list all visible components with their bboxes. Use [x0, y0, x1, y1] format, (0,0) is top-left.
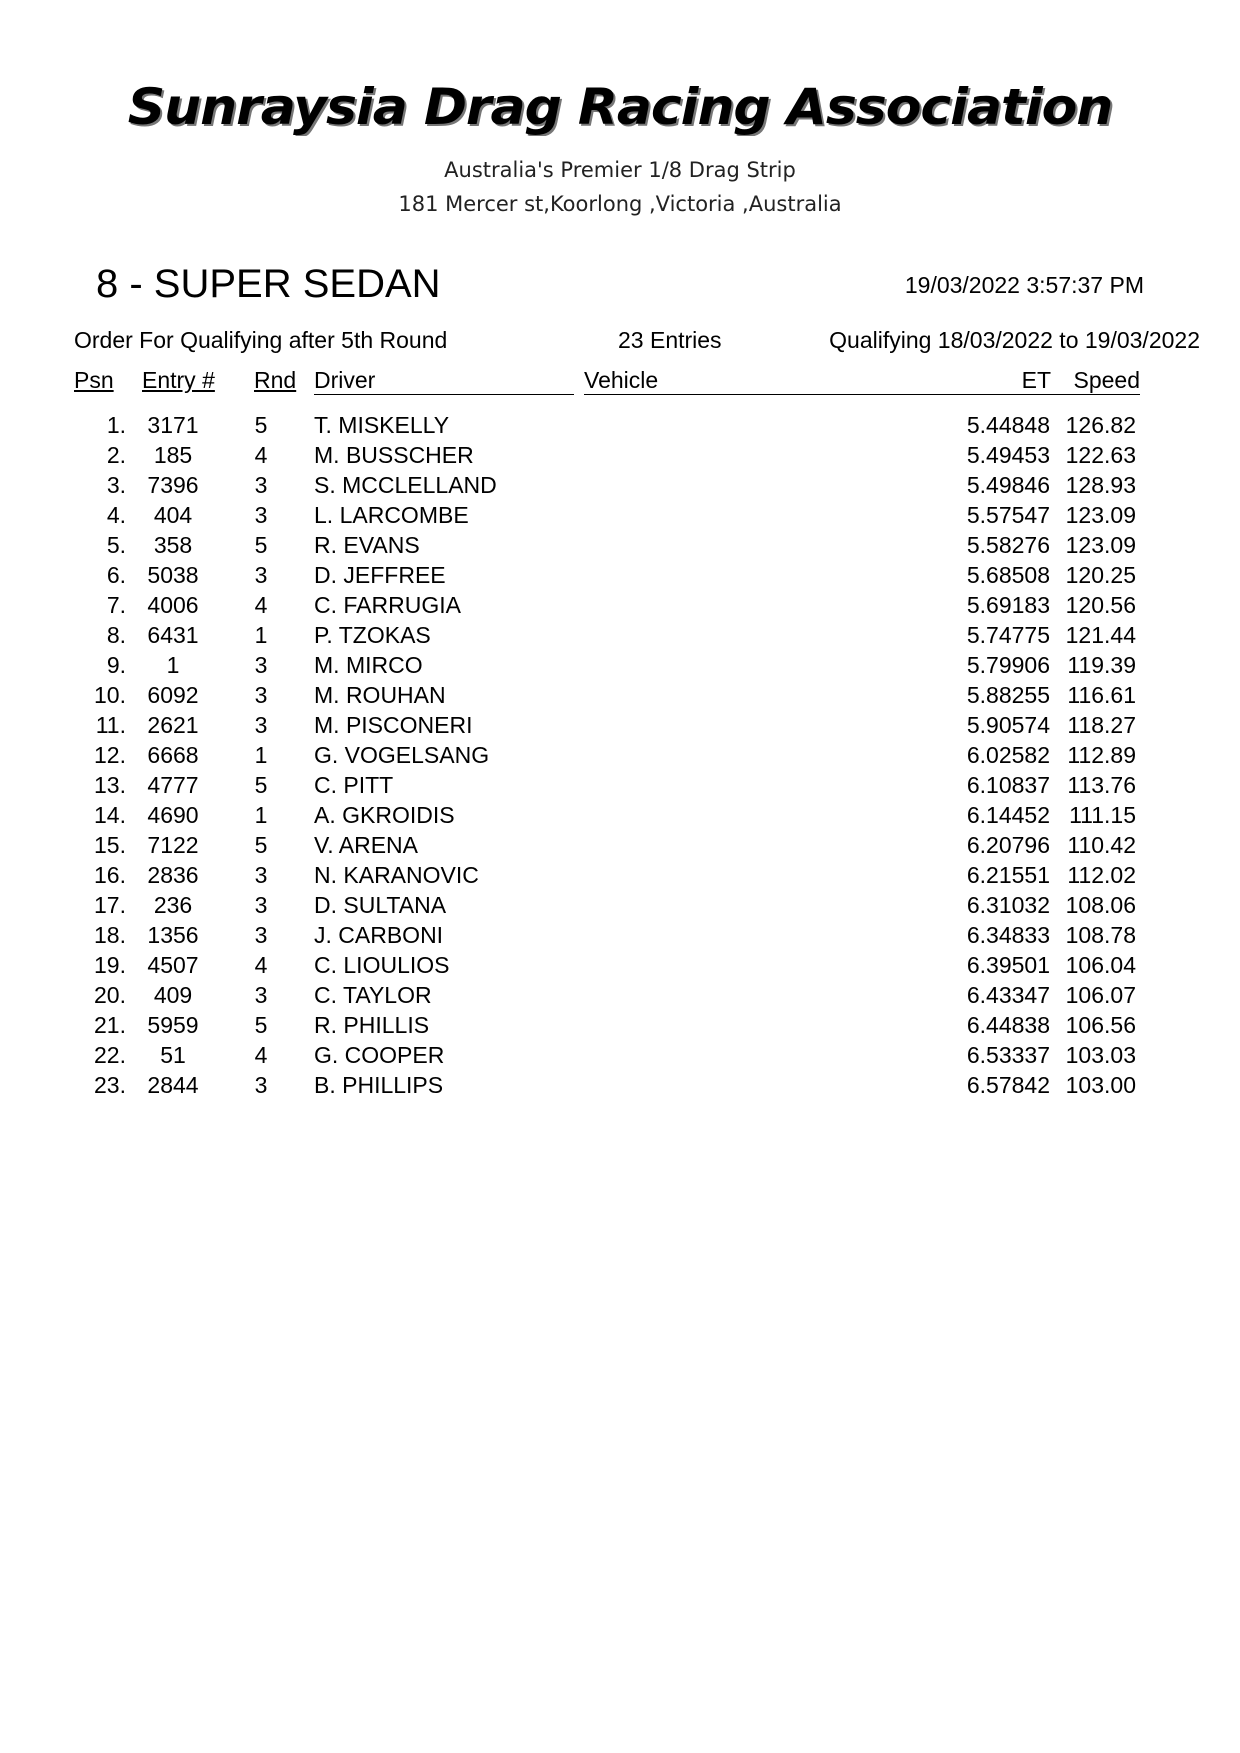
cell-speed: 103.03: [1065, 1042, 1136, 1068]
cell-position: 9.: [106, 652, 126, 678]
cell-round: 3: [254, 862, 268, 888]
cell-round: 5: [254, 772, 268, 798]
cell-et: 5.79906: [966, 652, 1050, 678]
table-row: [74, 1042, 1140, 1072]
table-row: [74, 742, 1140, 772]
cell-driver: M. BUSSCHER: [314, 442, 474, 468]
table-row: [74, 532, 1140, 562]
cell-speed: 110.42: [1067, 832, 1136, 858]
cell-et: 6.43347: [966, 982, 1050, 1008]
cell-driver: S. MCCLELLAND: [314, 472, 497, 498]
cell-entry-number: 6092: [147, 682, 199, 708]
cell-round: 4: [254, 592, 268, 618]
cell-round: 5: [254, 1012, 268, 1038]
cell-round: 5: [254, 832, 268, 858]
table-row: [74, 622, 1140, 652]
cell-speed: 113.76: [1067, 772, 1136, 798]
cell-speed: 118.27: [1067, 712, 1136, 738]
cell-entry-number: 236: [153, 892, 193, 918]
cell-et: 6.02582: [966, 742, 1050, 768]
cell-entry-number: 5959: [147, 1012, 199, 1038]
cell-position: 4.: [106, 502, 126, 528]
cell-speed: 123.09: [1065, 502, 1136, 528]
column-header-psn: Psn: [74, 367, 114, 393]
cell-driver: C. TAYLOR: [314, 982, 432, 1008]
cell-position: 23.: [94, 1072, 126, 1098]
cell-et: 6.31032: [966, 892, 1050, 918]
cell-round: 3: [254, 652, 268, 678]
cell-round: 3: [254, 712, 268, 738]
cell-position: 17.: [94, 892, 126, 918]
cell-position: 10.: [94, 682, 126, 708]
cell-driver: T. MISKELLY: [314, 412, 450, 438]
cell-position: 19.: [94, 952, 126, 978]
cell-speed: 119.39: [1067, 652, 1136, 678]
order-label: Order For Qualifying after 5th Round: [74, 327, 448, 353]
table-row: [74, 652, 1140, 682]
cell-entry-number: 3171: [147, 412, 199, 438]
cell-et: 5.58276: [966, 532, 1050, 558]
cell-driver: P. TZOKAS: [314, 622, 431, 648]
org-tagline: Australia's Premier 1/8 Drag Strip: [444, 158, 796, 182]
table-row: [74, 772, 1140, 802]
cell-speed: 108.06: [1065, 892, 1136, 918]
cell-entry-number: 1: [166, 652, 180, 678]
cell-et: 6.21551: [966, 862, 1050, 888]
cell-round: 3: [254, 502, 268, 528]
cell-position: 12.: [94, 742, 126, 768]
cell-position: 3.: [106, 472, 126, 498]
cell-et: 5.88255: [966, 682, 1050, 708]
cell-speed: 103.00: [1065, 1072, 1136, 1098]
table-row: [74, 412, 1140, 442]
cell-position: 15.: [94, 832, 126, 858]
cell-round: 3: [254, 922, 268, 948]
cell-et: 5.90574: [966, 712, 1050, 738]
column-header-driver: Driver: [314, 367, 574, 395]
cell-et: 6.57842: [966, 1072, 1050, 1098]
cell-speed: 120.25: [1065, 562, 1136, 588]
cell-driver: L. LARCOMBE: [314, 502, 469, 528]
cell-speed: 111.15: [1069, 802, 1136, 828]
cell-et: 5.57547: [966, 502, 1050, 528]
cell-entry-number: 7122: [147, 832, 199, 858]
cell-entry-number: 358: [153, 532, 193, 558]
cell-entry-number: 4690: [147, 802, 199, 828]
table-row: [74, 1072, 1140, 1102]
table-row: [74, 682, 1140, 712]
cell-round: 5: [254, 532, 268, 558]
cell-round: 3: [254, 562, 268, 588]
table-row: [74, 832, 1140, 862]
table-row: [74, 712, 1140, 742]
table-row: [74, 1012, 1140, 1042]
table-row: [74, 922, 1140, 952]
results-table: [74, 412, 1140, 1102]
cell-round: 5: [254, 412, 268, 438]
cell-speed: 128.93: [1065, 472, 1136, 498]
cell-driver: R. EVANS: [314, 532, 420, 558]
qualifying-range: Qualifying 18/03/2022 to 19/03/2022: [829, 327, 1200, 353]
cell-round: 4: [254, 1042, 268, 1068]
column-header-speed: Speed: [1069, 367, 1140, 395]
cell-speed: 121.44: [1065, 622, 1136, 648]
cell-driver: C. PITT: [314, 772, 394, 798]
cell-speed: 120.56: [1065, 592, 1136, 618]
cell-entry-number: 404: [153, 502, 193, 528]
table-row: [74, 562, 1140, 592]
cell-position: 1.: [106, 412, 126, 438]
cell-round: 3: [254, 1072, 268, 1098]
table-row: [74, 472, 1140, 502]
table-row: [74, 952, 1140, 982]
cell-et: 5.49453: [966, 442, 1050, 468]
cell-et: 5.69183: [966, 592, 1050, 618]
cell-entry-number: 4006: [147, 592, 199, 618]
cell-position: 11.: [95, 712, 126, 738]
cell-entry-number: 2844: [147, 1072, 199, 1098]
cell-position: 2.: [106, 442, 126, 468]
cell-position: 18.: [94, 922, 126, 948]
cell-et: 5.68508: [966, 562, 1050, 588]
cell-entry-number: 2621: [147, 712, 199, 738]
column-header-entry: Entry #: [142, 367, 215, 393]
cell-driver: C. FARRUGIA: [314, 592, 461, 618]
entries-count: 23 Entries: [618, 327, 722, 353]
cell-et: 6.39501: [966, 952, 1050, 978]
cell-position: 22.: [94, 1042, 126, 1068]
table-row: [74, 892, 1140, 922]
cell-round: 1: [254, 742, 268, 768]
cell-driver: B. PHILLIPS: [314, 1072, 444, 1098]
cell-driver: J. CARBONI: [314, 922, 444, 948]
cell-entry-number: 4507: [147, 952, 199, 978]
cell-driver: G. VOGELSANG: [314, 742, 490, 768]
cell-driver: R. PHILLIS: [314, 1012, 430, 1038]
table-row: [74, 502, 1140, 532]
cell-speed: 108.78: [1065, 922, 1136, 948]
cell-position: 8.: [106, 622, 126, 648]
table-row: [74, 442, 1140, 472]
cell-driver: M. MIRCO: [314, 652, 423, 678]
cell-driver: G. COOPER: [314, 1042, 445, 1068]
cell-position: 16.: [94, 862, 126, 888]
column-header-vehicle: Vehicle: [584, 367, 964, 395]
cell-driver: N. KARANOVIC: [314, 862, 479, 888]
cell-round: 3: [254, 472, 268, 498]
cell-speed: 123.09: [1065, 532, 1136, 558]
cell-speed: 106.56: [1065, 1012, 1136, 1038]
cell-round: 3: [254, 892, 268, 918]
cell-speed: 126.82: [1065, 412, 1136, 438]
cell-et: 5.74775: [966, 622, 1050, 648]
cell-entry-number: 409: [153, 982, 193, 1008]
cell-driver: D. SULTANA: [314, 892, 447, 918]
column-header-et: [964, 367, 1069, 395]
cell-et: 6.20796: [966, 832, 1050, 858]
cell-position: 13.: [94, 772, 126, 798]
cell-driver: C. LIOULIOS: [314, 952, 450, 978]
cell-entry-number: 2836: [147, 862, 199, 888]
cell-speed: 122.63: [1065, 442, 1136, 468]
cell-et: 6.14452: [966, 802, 1050, 828]
cell-et: 6.10837: [966, 772, 1050, 798]
cell-entry-number: 185: [153, 442, 193, 468]
column-header-rnd: Rnd: [254, 367, 297, 393]
cell-speed: 112.02: [1067, 862, 1136, 888]
cell-driver: D. JEFFREE: [314, 562, 446, 588]
cell-round: 1: [254, 622, 268, 648]
org-title: Sunraysia Drag Racing Association: [127, 78, 1113, 136]
table-row: [74, 862, 1140, 892]
cell-driver: M. ROUHAN: [314, 682, 446, 708]
cell-round: 3: [254, 982, 268, 1008]
cell-entry-number: 1356: [147, 922, 199, 948]
cell-speed: 106.07: [1065, 982, 1136, 1008]
cell-position: 20.: [94, 982, 126, 1008]
cell-round: 3: [254, 682, 268, 708]
cell-round: 1: [254, 802, 268, 828]
report-timestamp: 19/03/2022 3:57:37 PM: [904, 272, 1144, 298]
cell-entry-number: 6431: [147, 622, 199, 648]
table-row: [74, 592, 1140, 622]
cell-position: 6.: [106, 562, 126, 588]
class-title: 8 - SUPER SEDAN: [96, 262, 441, 306]
cell-position: 21.: [94, 1012, 126, 1038]
cell-round: 4: [254, 442, 268, 468]
cell-et: 6.34833: [966, 922, 1050, 948]
table-row: [74, 982, 1140, 1012]
cell-entry-number: 51: [160, 1042, 186, 1068]
cell-entry-number: 4777: [147, 772, 199, 798]
cell-et: 5.44848: [966, 412, 1050, 438]
cell-et: 5.49846: [966, 472, 1050, 498]
cell-driver: V. ARENA: [314, 832, 418, 858]
cell-driver: M. PISCONERI: [314, 712, 473, 738]
cell-position: 5.: [106, 532, 126, 558]
cell-speed: 116.61: [1067, 682, 1136, 708]
cell-position: 14.: [94, 802, 126, 828]
cell-et: 6.44838: [966, 1012, 1050, 1038]
column-header-et-label: ET: [1021, 367, 1051, 393]
cell-round: 4: [254, 952, 268, 978]
cell-et: 6.53337: [966, 1042, 1050, 1068]
cell-entry-number: 6668: [147, 742, 199, 768]
cell-entry-number: 5038: [147, 562, 199, 588]
cell-entry-number: 7396: [147, 472, 199, 498]
org-address: 181 Mercer st,Koorlong ,Victoria ,Australia: [398, 192, 842, 216]
table-header: [74, 367, 1140, 397]
cell-speed: 106.04: [1065, 952, 1136, 978]
table-row: [74, 802, 1140, 832]
cell-driver: A. GKROIDIS: [314, 802, 455, 828]
cell-speed: 112.89: [1067, 742, 1136, 768]
cell-position: 7.: [106, 592, 126, 618]
